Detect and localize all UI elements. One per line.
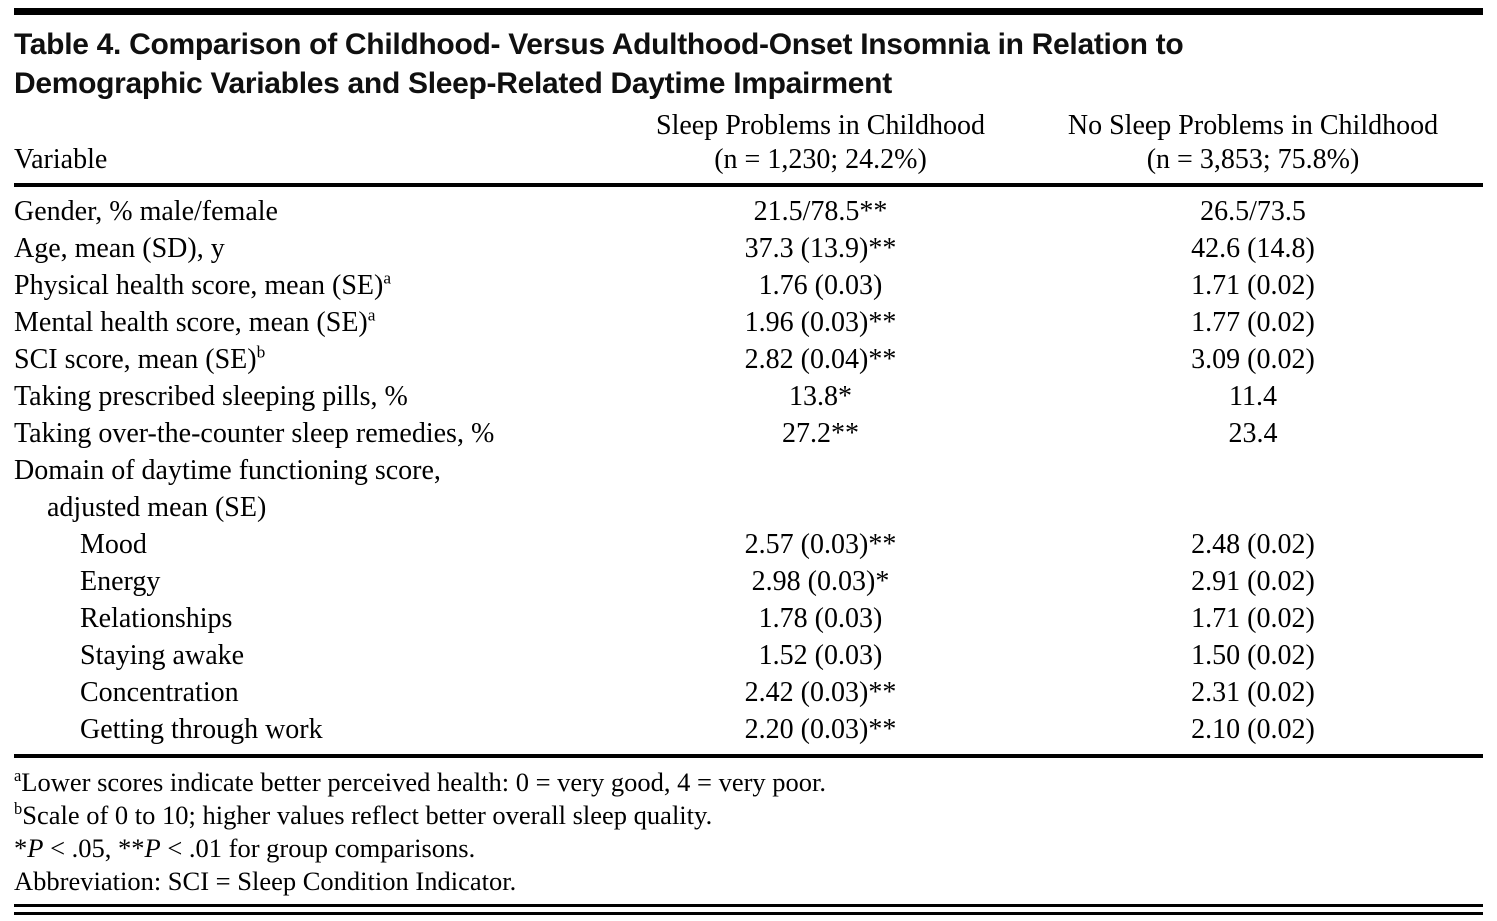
row-value-no-childhood: 26.5/73.5 xyxy=(1200,196,1306,227)
footnote-a-marker: a xyxy=(14,766,22,786)
table-title-line2: Demographic Variables and Sleep-Related Daytime Impairment xyxy=(14,67,892,100)
table-footnotes xyxy=(14,766,1483,898)
table-row xyxy=(14,526,1483,563)
row-label: Mental health score, mean (SE)$^a$ xyxy=(14,305,376,338)
footnote-b xyxy=(14,799,1483,832)
footnote-divider-rule xyxy=(14,754,1483,758)
row-value-childhood: 37.3 (13.9)** xyxy=(744,233,897,264)
footnote-a xyxy=(14,766,1483,799)
row-value-no-childhood: 1.77 (0.02) xyxy=(1191,307,1315,338)
row-value-childhood: 2.82 (0.04)** xyxy=(744,344,897,375)
row-value-childhood: 1.52 (0.03) xyxy=(758,640,883,671)
column-header-group1-line1: Sleep Problems in Childhood xyxy=(656,110,985,141)
table-row xyxy=(14,267,1483,304)
p-value-symbol: P xyxy=(27,833,44,863)
row-value-no-childhood xyxy=(1023,452,1483,526)
table-body xyxy=(14,193,1483,748)
section-label-line1: Domain of daytime functioning score, xyxy=(14,455,441,486)
row-value-no-childhood: 1.71 (0.02) xyxy=(1191,270,1315,301)
row-label: Relationships xyxy=(80,603,233,634)
table-row xyxy=(14,193,1483,230)
footnote-a-text: Lower scores indicate better perceived health: 0 = very good, 4 = very poor. xyxy=(21,767,827,797)
row-value-no-childhood: 2.31 (0.02) xyxy=(1191,677,1315,708)
row-value-childhood: 1.96 (0.03)** xyxy=(744,307,897,338)
row-label: Gender, % male/female xyxy=(14,196,278,227)
table-section-row xyxy=(14,452,1483,526)
row-value-no-childhood: 11.4 xyxy=(1229,381,1277,412)
table-row xyxy=(14,341,1483,378)
row-label: SCI score, mean (SE)$^b$ xyxy=(14,342,266,375)
row-value-childhood: 1.76 (0.03) xyxy=(758,270,883,301)
column-header-group2-line1: No Sleep Problems in Childhood xyxy=(1067,110,1439,141)
row-value-no-childhood: 42.6 (14.8) xyxy=(1191,233,1315,264)
table-row xyxy=(14,600,1483,637)
row-label: Physical health score, mean (SE)$^a$ xyxy=(14,268,392,301)
footnote-b-text: Scale of 0 to 10; higher values reflect better overall sleep quality. xyxy=(22,800,713,830)
bottom-rule-inner xyxy=(14,912,1483,915)
row-value-childhood: 2.57 (0.03)** xyxy=(744,529,897,560)
row-label: Age, mean (SD), y xyxy=(14,233,225,264)
row-label: Taking prescribed sleeping pills, % xyxy=(14,381,408,412)
row-label: Concentration xyxy=(80,677,239,708)
row-label: Getting through work xyxy=(80,714,323,745)
section-label xyxy=(14,452,618,526)
footnote-b-marker: b xyxy=(14,799,23,819)
row-value-no-childhood: 23.4 xyxy=(1228,418,1278,449)
footnote-marker-a: a xyxy=(367,305,376,325)
table-row xyxy=(14,378,1483,415)
row-value-no-childhood: 1.50 (0.02) xyxy=(1191,640,1315,671)
footnote-significance: *P < .05, **P < .01 for group comparisons. xyxy=(14,833,476,863)
footnote-abbreviation: Abbreviation: SCI = Sleep Condition Indicator. xyxy=(14,866,517,896)
table-header xyxy=(14,109,1483,183)
row-value-no-childhood: 2.91 (0.02) xyxy=(1191,566,1315,597)
row-value-childhood: 1.78 (0.03) xyxy=(758,603,883,634)
table-row xyxy=(14,674,1483,711)
row-value-childhood: 13.8* xyxy=(789,381,852,412)
table-row xyxy=(14,563,1483,600)
row-value-childhood: 27.2** xyxy=(782,418,859,449)
table-row xyxy=(14,711,1483,748)
header-divider-rule xyxy=(14,183,1483,187)
table-title-line1: Table 4. Comparison of Childhood- Versus Adulthood-Onset Insomnia in Relation to xyxy=(14,28,1184,61)
column-header-group2-line2: (n = 3,853; 75.8%) xyxy=(1146,144,1360,175)
row-label: Taking over-the-counter sleep remedies, % xyxy=(14,418,495,449)
table-row xyxy=(14,415,1483,452)
row-value-no-childhood: 2.10 (0.02) xyxy=(1191,714,1315,745)
table-row xyxy=(14,304,1483,341)
footnote-marker-b: b xyxy=(256,342,266,362)
row-value-childhood: 2.20 (0.03)** xyxy=(744,714,897,745)
row-value-no-childhood: 1.71 (0.02) xyxy=(1191,603,1315,634)
footnote-marker-a: a xyxy=(383,268,392,288)
section-label-line2: adjusted mean (SE) xyxy=(47,492,267,523)
p-value-symbol: P xyxy=(144,833,161,863)
row-value-childhood: 21.5/78.5** xyxy=(753,196,888,227)
table-row xyxy=(14,637,1483,674)
column-header-group1-line2: (n = 1,230; 24.2%) xyxy=(714,144,927,175)
table-title xyxy=(14,25,1483,103)
row-value-no-childhood: 2.48 (0.02) xyxy=(1191,529,1315,560)
row-label: Staying awake xyxy=(80,640,245,671)
row-label: Mood xyxy=(80,529,147,560)
top-rule xyxy=(14,8,1483,15)
column-header-group1 xyxy=(618,109,1023,177)
row-label: Energy xyxy=(80,566,161,597)
column-header-group2 xyxy=(1023,109,1483,177)
row-value-childhood: 2.42 (0.03)** xyxy=(744,677,897,708)
row-value-no-childhood: 3.09 (0.02) xyxy=(1191,344,1315,375)
column-header-variable: Variable xyxy=(14,144,108,175)
table-row xyxy=(14,230,1483,267)
row-value-childhood xyxy=(618,452,1023,526)
bottom-rule-outer xyxy=(14,904,1483,907)
row-value-childhood: 2.98 (0.03)* xyxy=(751,566,890,597)
